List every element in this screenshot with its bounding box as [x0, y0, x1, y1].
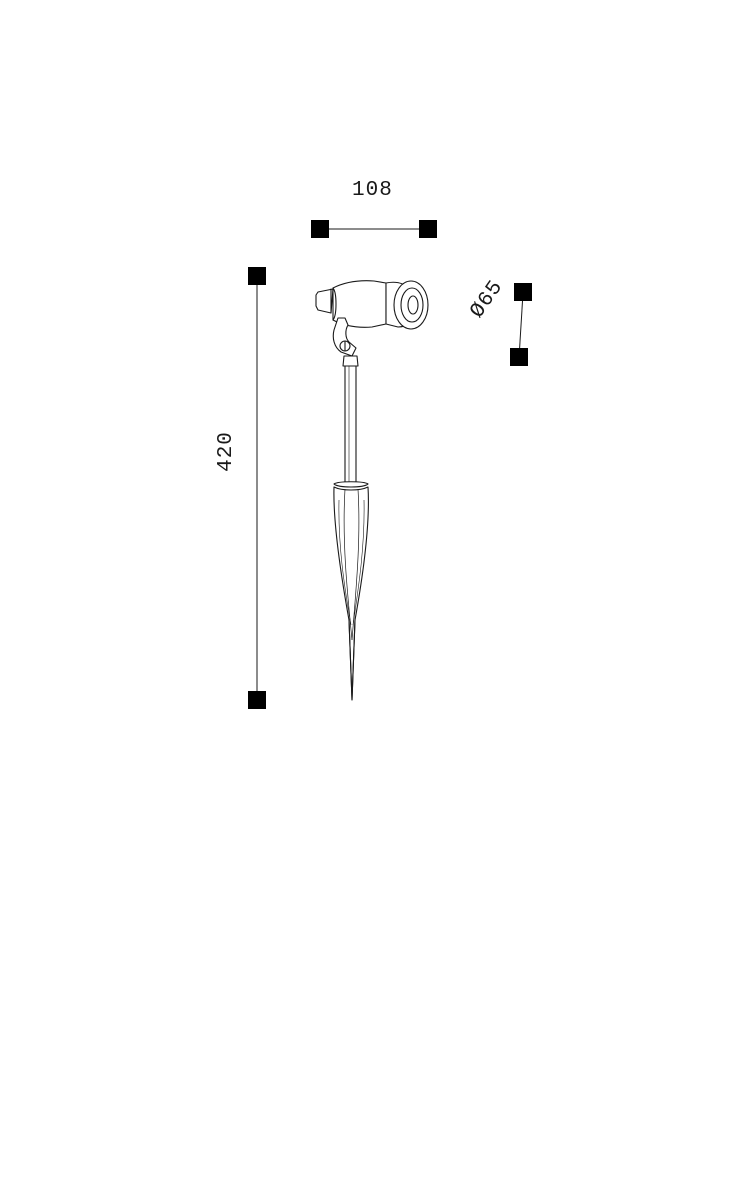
dimension-label-diameter: Ø65: [466, 276, 509, 323]
marker-diameter-bottom: [510, 348, 528, 366]
marker-height-top: [248, 267, 266, 285]
dimension-label-height: 420: [214, 431, 238, 472]
marker-diameter-top: [514, 283, 532, 301]
ground-spike: [334, 482, 368, 700]
marker-width-left: [311, 220, 329, 238]
spike-flange: [334, 482, 368, 487]
fixture-head: [316, 281, 428, 356]
marker-height-bottom: [248, 691, 266, 709]
stem-joint: [343, 356, 358, 366]
fixture-stem: [343, 356, 358, 484]
lens-center: [408, 296, 418, 314]
dimension-label-width: 108: [352, 179, 393, 202]
marker-width-right: [419, 220, 437, 238]
stem-tube: [345, 366, 356, 484]
